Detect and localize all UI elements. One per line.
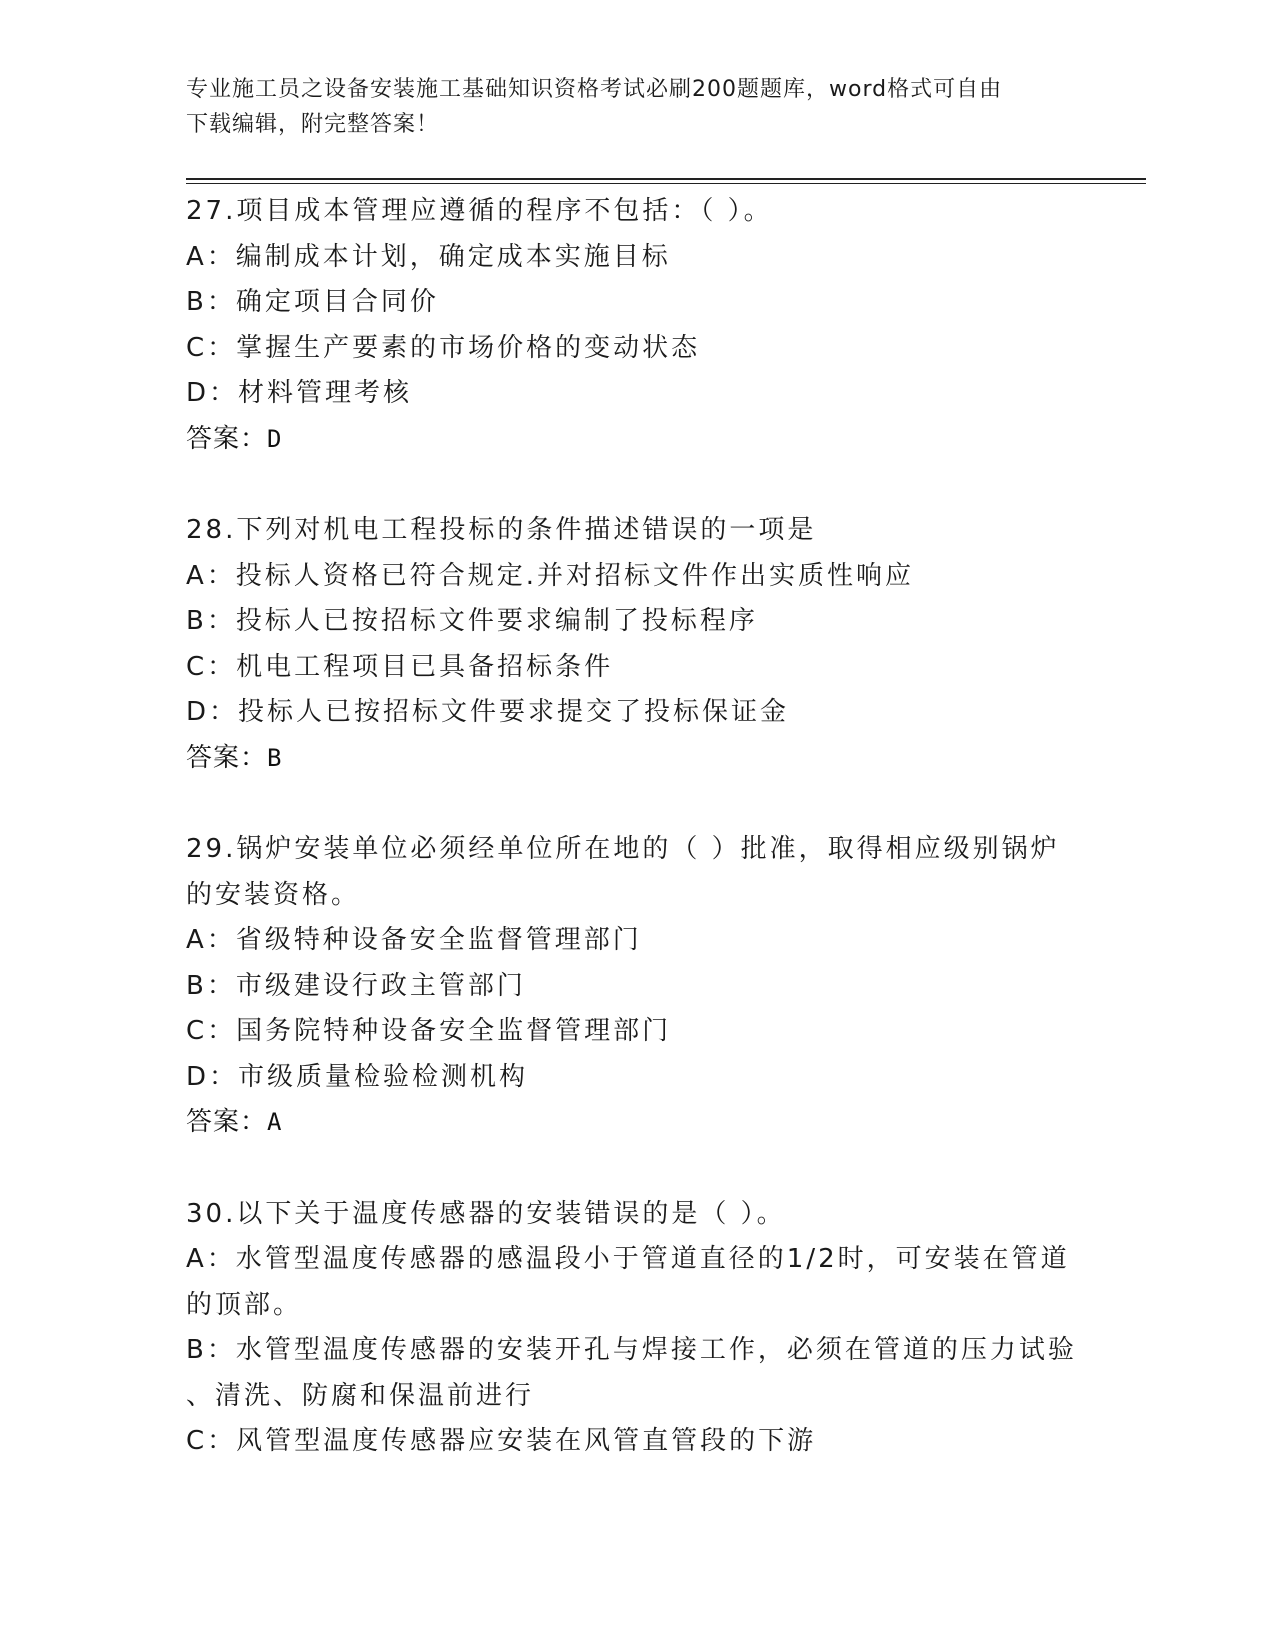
option-a: A：投标人资格已符合规定.并对招标文件作出实质性响应 bbox=[186, 560, 915, 591]
option-b-line-1: B：水管型温度传感器的安装开孔与焊接工作，必须在管道的压力试验 bbox=[186, 1335, 1077, 1365]
answer-label: 答案： bbox=[186, 1107, 268, 1137]
question-29 bbox=[186, 827, 1086, 1146]
option-d: D：投标人已按招标文件要求提交了投标保证金 bbox=[186, 697, 790, 727]
question-27 bbox=[186, 189, 1086, 462]
option-a-line-2: 的顶部。 bbox=[186, 1289, 303, 1320]
answer-line bbox=[186, 1100, 1086, 1146]
answer-value: A bbox=[267, 1108, 282, 1136]
option-d: D：材料管理考核 bbox=[186, 378, 413, 408]
question-stem-line-1: 29.锅炉安装单位必须经单位所在地的（ ）批准，取得相应级别锅炉 bbox=[186, 834, 1060, 864]
header-title-line-2: 下载编辑，附完整答案！ bbox=[186, 112, 440, 137]
answer-value: B bbox=[267, 743, 282, 772]
option-c: C：掌握生产要素的市场价格的变动状态 bbox=[186, 332, 701, 363]
option-c: C：国务院特种设备安全监督管理部门 bbox=[186, 1016, 672, 1046]
question-30 bbox=[186, 1192, 1086, 1465]
answer-line bbox=[186, 736, 1086, 782]
answer-label: 答案： bbox=[186, 423, 268, 454]
option-d: D：市级质量检验检测机构 bbox=[186, 1061, 529, 1092]
option-c: C：风管型温度传感器应安装在风管直管段的下游 bbox=[186, 1426, 817, 1456]
header-divider-thin bbox=[186, 183, 1146, 184]
question-stem: 27.项目成本管理应遵循的程序不包括：（ ）。 bbox=[186, 196, 773, 226]
question-stem: 30.以下关于温度传感器的安装错误的是（ ）。 bbox=[186, 1198, 786, 1229]
question-28 bbox=[186, 508, 1086, 781]
header-title-line-1: 专业施工员之设备安装施工基础知识资格考试必刷200题题库，word格式可自由 bbox=[186, 77, 1003, 102]
option-a: A：省级特种设备安全监督管理部门 bbox=[186, 925, 642, 955]
option-a-line-1: A：水管型温度传感器的感温段小于管道直径的1/2时，可安装在管道 bbox=[186, 1244, 1070, 1274]
answer-line bbox=[186, 417, 1086, 463]
option-b-line-2: 、清洗、防腐和保温前进行 bbox=[186, 1380, 535, 1411]
header-divider-thick bbox=[186, 178, 1146, 180]
option-b: B：投标人已按招标文件要求编制了投标程序 bbox=[186, 606, 758, 636]
option-a: A：编制成本计划，确定成本实施目标 bbox=[186, 241, 671, 272]
document-header bbox=[186, 72, 1086, 142]
option-b: B：确定项目合同价 bbox=[186, 287, 439, 317]
option-c: C：机电工程项目已具备招标条件 bbox=[186, 651, 614, 682]
answer-label: 答案： bbox=[186, 742, 268, 773]
answer-value: D bbox=[267, 424, 282, 453]
question-list bbox=[186, 189, 1086, 1511]
option-b: B：市级建设行政主管部门 bbox=[186, 970, 526, 1001]
question-stem: 28.下列对机电工程投标的条件描述错误的一项是 bbox=[186, 515, 817, 545]
question-stem-line-2: 的安装资格。 bbox=[186, 879, 361, 910]
